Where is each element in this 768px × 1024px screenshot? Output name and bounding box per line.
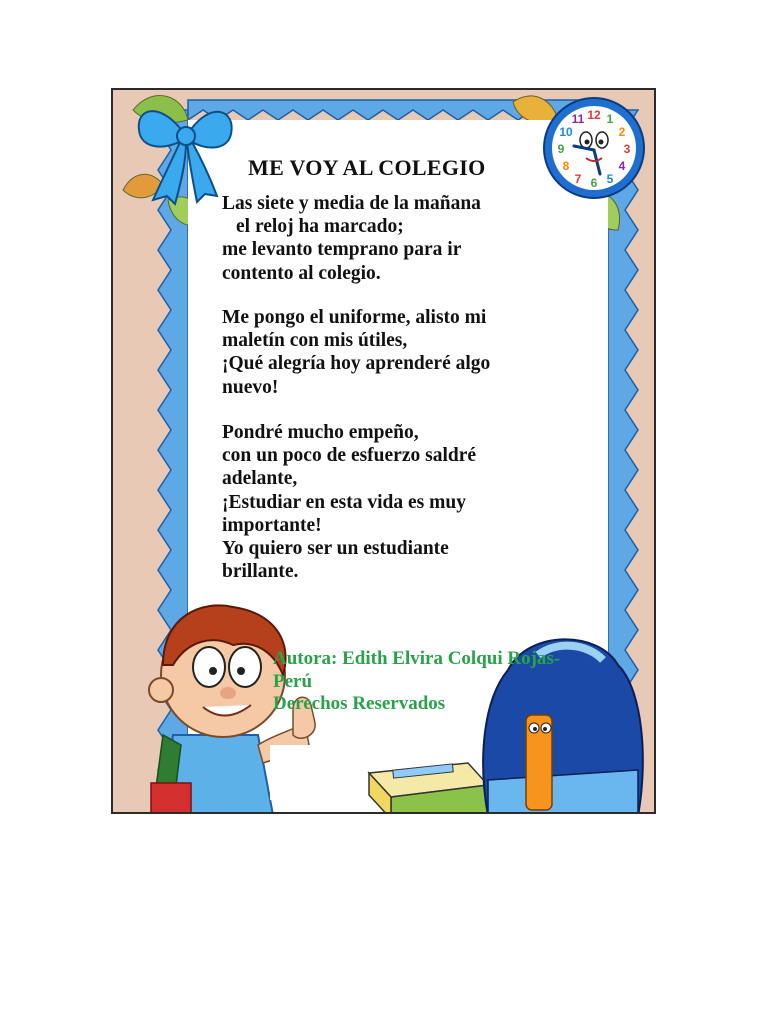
poem-sheet xyxy=(111,88,656,814)
clock-number: 3 xyxy=(623,142,631,156)
poem-line: Me pongo el uniforme, alisto mi xyxy=(222,307,487,328)
poem-line: maletín con mis útiles, xyxy=(222,330,408,352)
clock-number: 4 xyxy=(618,159,626,173)
clock-number: 8 xyxy=(562,159,570,173)
poem-line: importante! xyxy=(222,514,322,536)
poem-line: Las siete y media de la mañana xyxy=(222,193,481,214)
poem-line: ¡Estudiar en esta vida es muy xyxy=(222,491,466,513)
clock-number: 11 xyxy=(571,112,585,126)
clock-number: 6 xyxy=(590,176,598,190)
poem-line: con un poco de esfuerzo saldré xyxy=(222,445,477,467)
poem-line: nuevo! xyxy=(222,376,279,398)
rights-notice: Derechos Reservados xyxy=(273,693,446,714)
clock-number: 10 xyxy=(559,125,573,139)
clock-number: 9 xyxy=(557,142,565,156)
author-name: Autora: Edith Elvira Colqui Rojas- xyxy=(273,648,561,669)
poem-line: brillante. xyxy=(222,561,299,583)
credits-panel xyxy=(270,745,368,800)
clock-number: 1 xyxy=(606,112,614,126)
poem-line: adelante, xyxy=(222,468,298,490)
poem-line: el reloj ha marcado; xyxy=(236,216,404,238)
clock-number: 7 xyxy=(574,172,582,186)
stanza-1 xyxy=(222,192,562,285)
clock-number: 12 xyxy=(587,108,601,122)
poem-line: Yo quiero ser un estudiante xyxy=(222,538,449,560)
author-credits xyxy=(273,648,653,716)
poem-line: ¡Qué alegría hoy aprenderé algo xyxy=(222,353,491,375)
stanza-3 xyxy=(222,421,562,583)
poem-line: Pondré mucho empeño, xyxy=(222,422,419,443)
ribbon-bow-icon xyxy=(131,92,241,207)
author-country: Perú xyxy=(273,670,313,692)
clock-number: 5 xyxy=(606,172,614,186)
poem-line: me levanto temprano para ir xyxy=(222,239,462,261)
clock-number: 2 xyxy=(618,125,626,139)
poem-title: ME VOY AL COLEGIO xyxy=(248,155,486,180)
poem-line: contento al colegio. xyxy=(222,262,381,284)
stanza-2 xyxy=(222,306,562,399)
